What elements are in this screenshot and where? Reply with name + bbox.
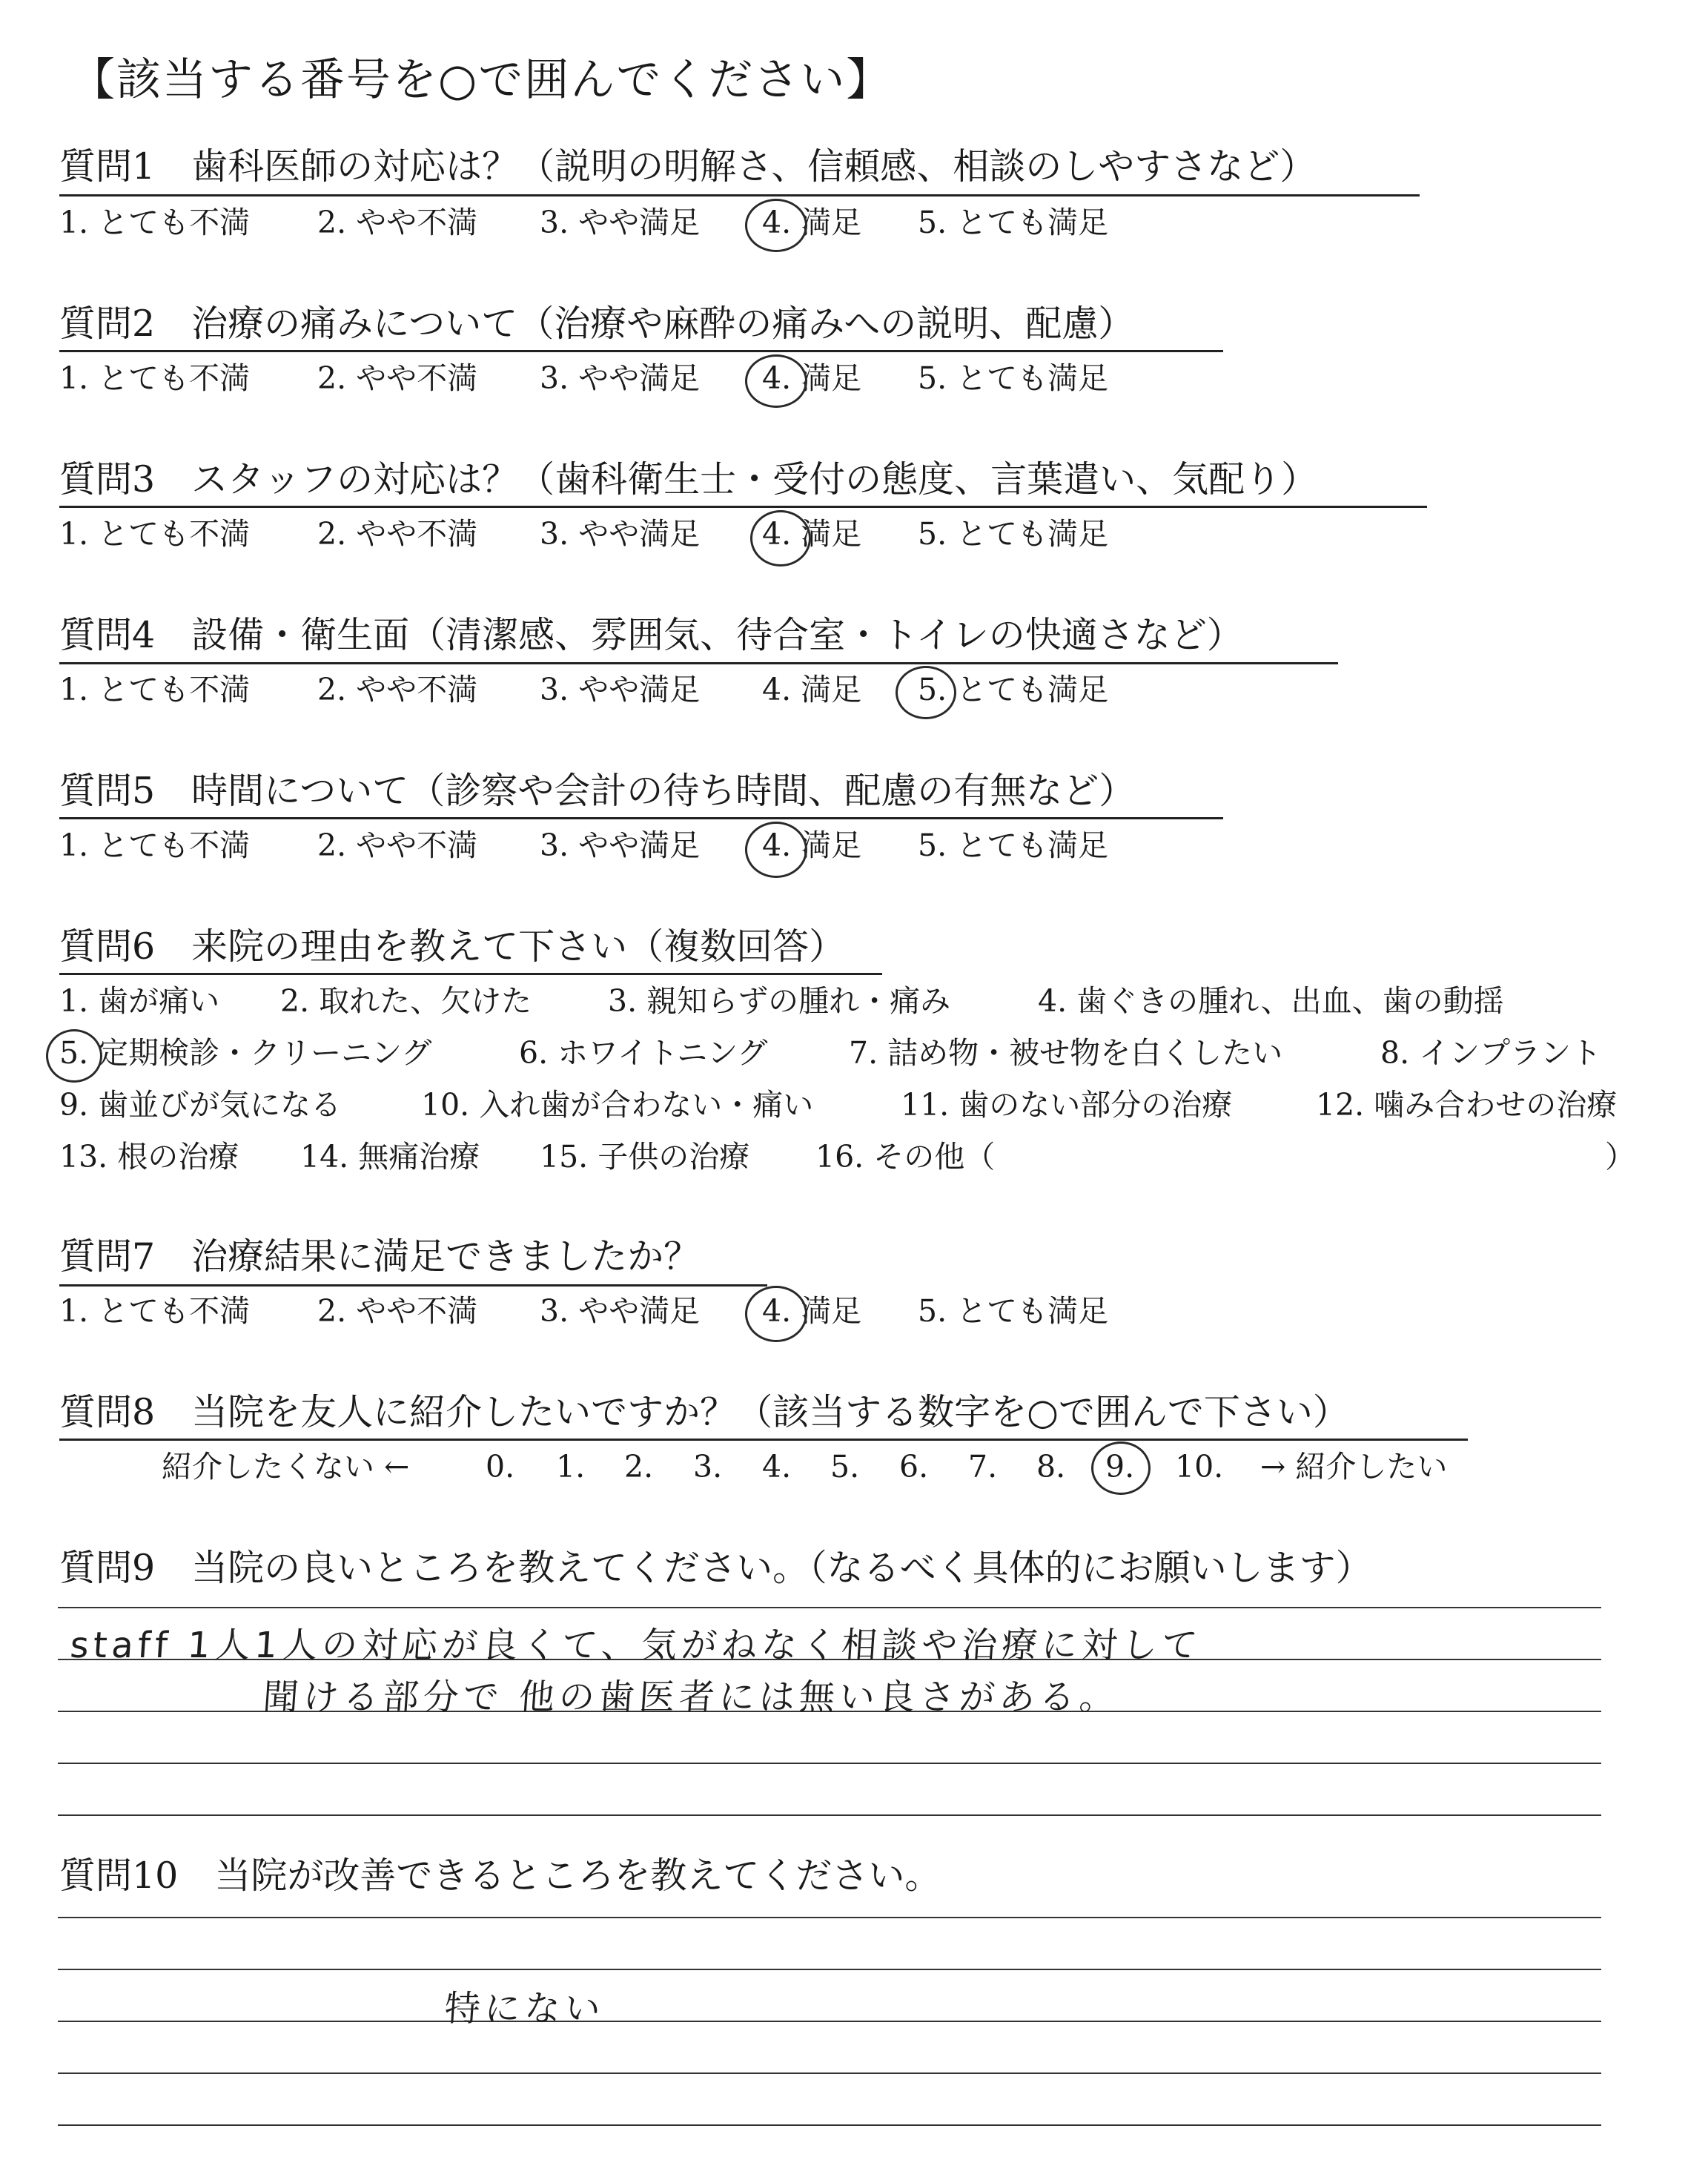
question-1-underline: [59, 194, 1420, 196]
q7-answer-circle: [745, 1286, 807, 1342]
q8-option-1[interactable]: 1.: [556, 1449, 586, 1484]
q3-option-1[interactable]: 1. とても不満: [59, 516, 251, 552]
q6-option-7[interactable]: 7. 詰め物・被せ物を白くしたい: [849, 1035, 1283, 1071]
question-7-underline: [59, 1284, 767, 1287]
question-8-underline: [59, 1439, 1468, 1441]
q6-option-9[interactable]: 9. 歯並びが気になる: [59, 1087, 342, 1123]
q1-answer-circle: [745, 199, 807, 252]
question-9-label: 質問9 当院の良いところを教えてください。（なるべく具体的にお願いします）: [59, 1547, 1372, 1589]
q6-option-1[interactable]: 1. 歯が痛い: [59, 983, 220, 1019]
q8-answer-circle: [1091, 1441, 1151, 1495]
q2-answer-circle: [745, 354, 807, 408]
question-2-label: 質問2 治療の痛みについて（治療や麻酔の痛みへの説明、配慮）: [59, 303, 1135, 345]
q3-answer-circle: [750, 510, 811, 567]
q4-option-4[interactable]: 4. 満足: [762, 672, 862, 707]
q9-answer-line-1: [58, 1607, 1601, 1608]
q6-option-16[interactable]: 16. その他（: [815, 1139, 996, 1175]
question-3-label: 質問3 スタッフの対応は？（歯科衛生士・受付の態度、言葉遣い、気配り）: [59, 458, 1318, 501]
q1-option-5[interactable]: 5. とても満足: [918, 205, 1109, 240]
q6-option-11[interactable]: 11. 歯のない部分の治療: [901, 1087, 1233, 1123]
q2-option-1[interactable]: 1. とても不満: [59, 360, 251, 396]
q6-answer-circle: [46, 1029, 102, 1083]
q9-answer-line-5: [58, 1814, 1601, 1816]
question-6-label: 質問6 来院の理由を教えて下さい（複数回答）: [59, 925, 846, 968]
q4-option-5[interactable]: 5. とても満足: [918, 672, 1109, 707]
q8-option-4[interactable]: 4.: [762, 1449, 792, 1484]
q3-option-2[interactable]: 2. やや不満: [317, 516, 478, 552]
q7-option-2[interactable]: 2. やや不満: [317, 1293, 478, 1329]
q4-option-1[interactable]: 1. とても不満: [59, 672, 251, 707]
q1-option-4[interactable]: 4. 満足: [762, 205, 862, 240]
q2-option-3[interactable]: 3. やや満足: [540, 360, 701, 396]
q4-option-2[interactable]: 2. やや不満: [317, 672, 478, 707]
q1-option-1[interactable]: 1. とても不満: [59, 205, 251, 240]
question-3-underline: [59, 506, 1427, 508]
q8-option-8[interactable]: 8.: [1036, 1449, 1066, 1484]
q7-option-5[interactable]: 5. とても満足: [918, 1293, 1109, 1329]
q2-option-2[interactable]: 2. やや不満: [317, 360, 478, 396]
q1-option-2[interactable]: 2. やや不満: [317, 205, 478, 240]
q6-option-13[interactable]: 13. 根の治療: [59, 1139, 239, 1175]
question-7-label: 質問7 治療結果に満足できましたか？: [59, 1235, 701, 1278]
q9-answer-line-4: [58, 1763, 1601, 1764]
q10-answer-line-4: [58, 2073, 1601, 2074]
q6-option-5[interactable]: 5. 定期検診・クリーニング: [59, 1035, 432, 1071]
q2-option-5[interactable]: 5. とても満足: [918, 360, 1109, 396]
q10-answer-line-3: [58, 2021, 1601, 2022]
q6-option-10[interactable]: 10. 入れ歯が合わない・痛い: [421, 1087, 814, 1123]
q6-option-8[interactable]: 8. インプラント: [1380, 1035, 1602, 1071]
q5-option-5[interactable]: 5. とても満足: [918, 828, 1109, 863]
q5-answer-circle: [745, 822, 807, 878]
question-4-underline: [59, 662, 1338, 664]
q6-option-2[interactable]: 2. 取れた、欠けた: [280, 983, 532, 1019]
q5-option-2[interactable]: 2. やや不満: [317, 828, 478, 863]
q6-option-3[interactable]: 3. 親知らずの腫れ・痛み: [608, 983, 951, 1019]
question-1-label: 質問1 歯科医師の対応は？（説明の明解さ、信頼感、相談のしやすさなど）: [59, 145, 1317, 188]
q6-option-4[interactable]: 4. 歯ぐきの腫れ、出血、歯の動揺: [1038, 983, 1504, 1019]
q8-option-10[interactable]: 10.: [1175, 1449, 1224, 1484]
q8-option-7[interactable]: 7.: [968, 1449, 998, 1484]
q6-option-14[interactable]: 14. 無痛治療: [300, 1139, 480, 1175]
q7-option-1[interactable]: 1. とても不満: [59, 1293, 251, 1329]
q10-handwritten-answer: 特にない: [443, 1988, 606, 2029]
page-title: 【該当する番号を○で囲んでください】: [70, 54, 893, 106]
q3-option-3[interactable]: 3. やや満足: [540, 516, 701, 552]
q4-answer-circle: [896, 666, 956, 719]
q3-option-5[interactable]: 5. とても満足: [918, 516, 1109, 552]
q4-option-3[interactable]: 3. やや満足: [540, 672, 701, 707]
q1-option-3[interactable]: 3. やや満足: [540, 205, 701, 240]
q8-right-label: → 紹介したい: [1260, 1449, 1448, 1484]
question-10-label: 質問10 当院が改善できるところを教えてください。: [59, 1855, 941, 1897]
q8-option-0[interactable]: 0.: [486, 1449, 515, 1484]
q6-option-15[interactable]: 15. 子供の治療: [540, 1139, 750, 1175]
question-8-label: 質問8 当院を友人に紹介したいですか？（該当する数字を○で囲んで下さい）: [59, 1391, 1349, 1433]
q5-option-3[interactable]: 3. やや満足: [540, 828, 701, 863]
q9-handwritten-answer-line-2: 聞ける部分で 他の歯医者には無い良さがある。: [261, 1677, 1121, 1718]
q5-option-4[interactable]: 4. 満足: [762, 828, 862, 863]
question-5-underline: [59, 817, 1223, 819]
q10-answer-line-5: [58, 2124, 1601, 2126]
q8-option-9[interactable]: 9.: [1105, 1449, 1135, 1484]
q10-answer-line-2: [58, 1969, 1601, 1970]
q7-option-4[interactable]: 4. 満足: [762, 1293, 862, 1329]
q8-left-label: 紹介したくない ←: [162, 1449, 410, 1484]
q9-handwritten-answer-line-1: staff 1人1人の対応が良くて、気がねなく相談や治療に対して: [68, 1625, 1204, 1666]
q2-option-4[interactable]: 4. 満足: [762, 360, 862, 396]
question-6-underline: [59, 973, 882, 975]
q8-option-6[interactable]: 6.: [899, 1449, 929, 1484]
question-2-underline: [59, 350, 1223, 352]
q8-option-2[interactable]: 2.: [624, 1449, 654, 1484]
q7-option-3[interactable]: 3. やや満足: [540, 1293, 701, 1329]
q6-option-12[interactable]: 12. 噛み合わせの治療: [1316, 1087, 1618, 1123]
q8-option-5[interactable]: 5.: [830, 1449, 860, 1484]
question-5-label: 質問5 時間について（診察や会計の待ち時間、配慮の有無など）: [59, 770, 1136, 812]
q6-option-6[interactable]: 6. ホワイトニング: [519, 1035, 768, 1071]
question-4-label: 質問4 設備・衛生面（清潔感、雰囲気、待合室・トイレの快適さなど）: [59, 614, 1243, 656]
q3-option-4[interactable]: 4. 満足: [762, 516, 862, 552]
q5-option-1[interactable]: 1. とても不満: [59, 828, 251, 863]
q8-option-3[interactable]: 3.: [693, 1449, 723, 1484]
q10-answer-line-1: [58, 1917, 1601, 1918]
q6-other-close-paren: ）: [1605, 1139, 1635, 1175]
